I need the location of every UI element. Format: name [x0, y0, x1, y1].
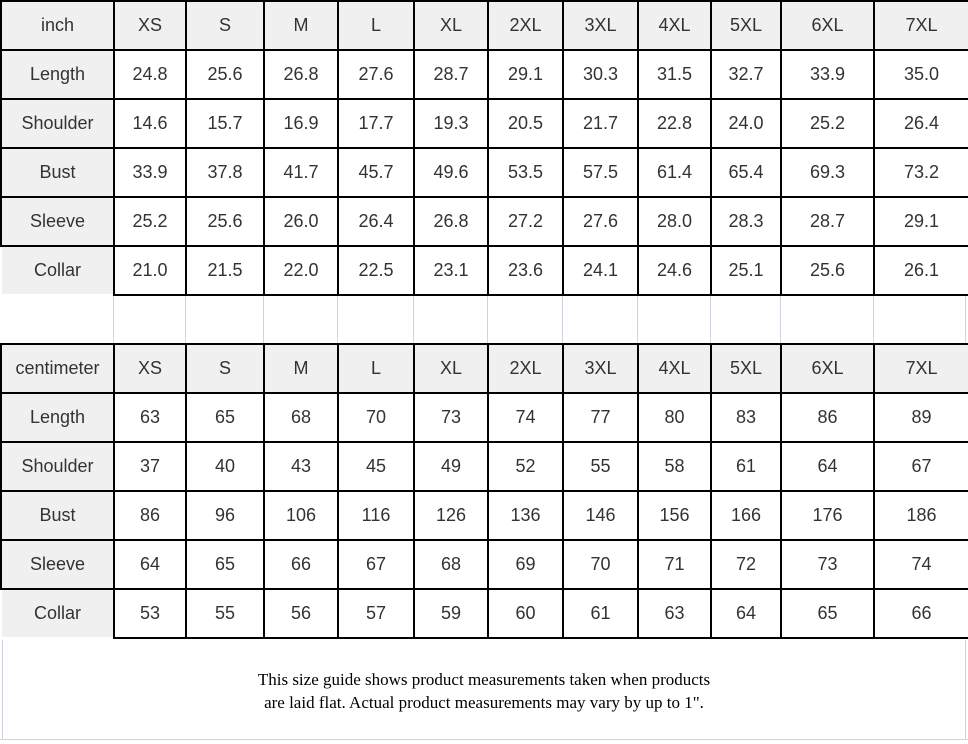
inch-length-xl: 28.7	[414, 50, 488, 99]
inch-bust-l: 45.7	[338, 148, 414, 197]
centimeter-bust-2xl: 136	[488, 491, 563, 540]
centimeter-collar-s: 55	[186, 589, 264, 638]
centimeter-shoulder-m: 43	[264, 442, 338, 491]
inch-bust-5xl: 65.4	[711, 148, 781, 197]
inch-size-header-5xl: 5XL	[711, 1, 781, 50]
centimeter-size-header-xl: XL	[414, 344, 488, 393]
inch-bust-s: 37.8	[186, 148, 264, 197]
inch-length-s: 25.6	[186, 50, 264, 99]
centimeter-sleeve-l: 67	[338, 540, 414, 589]
inch-collar-l: 22.5	[338, 246, 414, 295]
inch-size-header-l: L	[338, 1, 414, 50]
centimeter-unit-label: centimeter	[1, 344, 114, 393]
centimeter-length-2xl: 74	[488, 393, 563, 442]
inch-bust-xl: 49.6	[414, 148, 488, 197]
centimeter-sleeve-3xl: 70	[563, 540, 638, 589]
centimeter-size-header-7xl: 7XL	[874, 344, 968, 393]
inch-bust-2xl: 53.5	[488, 148, 563, 197]
centimeter-sleeve-xs: 64	[114, 540, 186, 589]
inch-shoulder-xl: 19.3	[414, 99, 488, 148]
centimeter-length-7xl: 89	[874, 393, 968, 442]
centimeter-shoulder-4xl: 58	[638, 442, 711, 491]
centimeter-bust-5xl: 166	[711, 491, 781, 540]
inch-collar-3xl: 24.1	[563, 246, 638, 295]
footer-note-line2: are laid flat. Actual product measurements may vary by up to 1".	[264, 693, 704, 712]
inch-length-5xl: 32.7	[711, 50, 781, 99]
centimeter-size-header-m: M	[264, 344, 338, 393]
centimeter-shoulder-5xl: 61	[711, 442, 781, 491]
centimeter-shoulder-s: 40	[186, 442, 264, 491]
centimeter-length-6xl: 86	[781, 393, 874, 442]
centimeter-sleeve-5xl: 72	[711, 540, 781, 589]
inch-length-2xl: 29.1	[488, 50, 563, 99]
centimeter-sleeve-m: 66	[264, 540, 338, 589]
inch-collar-5xl: 25.1	[711, 246, 781, 295]
inch-sleeve-5xl: 28.3	[711, 197, 781, 246]
inch-length-3xl: 30.3	[563, 50, 638, 99]
centimeter-collar-5xl: 64	[711, 589, 781, 638]
inch-size-header-2xl: 2XL	[488, 1, 563, 50]
centimeter-bust-xl: 126	[414, 491, 488, 540]
spreadsheet-gridline	[965, 296, 966, 343]
centimeter-sleeve-6xl: 73	[781, 540, 874, 589]
centimeter-row-length	[1, 393, 968, 442]
centimeter-sleeve-xl: 68	[414, 540, 488, 589]
centimeter-length-s: 65	[186, 393, 264, 442]
centimeter-collar-xl: 59	[414, 589, 488, 638]
inch-sleeve-m: 26.0	[264, 197, 338, 246]
centimeter-row-label-bust: Bust	[1, 491, 114, 540]
inch-sleeve-xs: 25.2	[114, 197, 186, 246]
inch-sleeve-xl: 26.8	[414, 197, 488, 246]
inch-shoulder-4xl: 22.8	[638, 99, 711, 148]
inch-bust-3xl: 57.5	[563, 148, 638, 197]
footer-note-line1: This size guide shows product measurements taken when products	[257, 670, 711, 689]
centimeter-length-xl: 73	[414, 393, 488, 442]
inch-sleeve-7xl: 29.1	[874, 197, 968, 246]
centimeter-shoulder-2xl: 52	[488, 442, 563, 491]
inch-size-header-6xl: 6XL	[781, 1, 874, 50]
spreadsheet-gridline	[185, 296, 186, 343]
inch-collar-6xl: 25.6	[781, 246, 874, 295]
centimeter-collar-m: 56	[264, 589, 338, 638]
centimeter-size-header-4xl: 4XL	[638, 344, 711, 393]
inch-bust-xs: 33.9	[114, 148, 186, 197]
inch-sleeve-l: 26.4	[338, 197, 414, 246]
centimeter-shoulder-l: 45	[338, 442, 414, 491]
centimeter-bust-4xl: 156	[638, 491, 711, 540]
spreadsheet-gridline	[637, 296, 638, 343]
inch-row-collar	[1, 246, 968, 295]
inch-shoulder-s: 15.7	[186, 99, 264, 148]
centimeter-sleeve-4xl: 71	[638, 540, 711, 589]
inch-sleeve-s: 25.6	[186, 197, 264, 246]
inch-length-6xl: 33.9	[781, 50, 874, 99]
inch-sleeve-3xl: 27.6	[563, 197, 638, 246]
spreadsheet-gridline-bottom	[0, 739, 968, 740]
centimeter-size-header-l: L	[338, 344, 414, 393]
inch-collar-xs: 21.0	[114, 246, 186, 295]
inch-row-label-sleeve: Sleeve	[1, 197, 114, 246]
centimeter-size-header-6xl: 6XL	[781, 344, 874, 393]
inch-length-7xl: 35.0	[874, 50, 968, 99]
inch-shoulder-5xl: 24.0	[711, 99, 781, 148]
centimeter-length-3xl: 77	[563, 393, 638, 442]
centimeter-shoulder-7xl: 67	[874, 442, 968, 491]
centimeter-shoulder-6xl: 64	[781, 442, 874, 491]
inch-length-m: 26.8	[264, 50, 338, 99]
inch-shoulder-6xl: 25.2	[781, 99, 874, 148]
centimeter-row-label-shoulder: Shoulder	[1, 442, 114, 491]
spreadsheet-gridline	[562, 296, 563, 343]
centimeter-sleeve-2xl: 69	[488, 540, 563, 589]
table-gap-row	[0, 296, 968, 343]
inch-collar-xl: 23.1	[414, 246, 488, 295]
inch-collar-7xl: 26.1	[874, 246, 968, 295]
inch-shoulder-xs: 14.6	[114, 99, 186, 148]
inch-size-table	[0, 0, 968, 296]
inch-collar-s: 21.5	[186, 246, 264, 295]
inch-shoulder-2xl: 20.5	[488, 99, 563, 148]
inch-row-label-collar: Collar	[1, 246, 114, 295]
centimeter-size-header-5xl: 5XL	[711, 344, 781, 393]
inch-row-shoulder	[1, 99, 968, 148]
inch-size-header-4xl: 4XL	[638, 1, 711, 50]
inch-row-length	[1, 50, 968, 99]
centimeter-bust-6xl: 176	[781, 491, 874, 540]
centimeter-row-shoulder	[1, 442, 968, 491]
centimeter-bust-xs: 86	[114, 491, 186, 540]
centimeter-collar-3xl: 61	[563, 589, 638, 638]
centimeter-collar-7xl: 66	[874, 589, 968, 638]
inch-size-header-xs: XS	[114, 1, 186, 50]
centimeter-collar-4xl: 63	[638, 589, 711, 638]
inch-size-header-7xl: 7XL	[874, 1, 968, 50]
centimeter-bust-s: 96	[186, 491, 264, 540]
inch-shoulder-3xl: 21.7	[563, 99, 638, 148]
spreadsheet-gridline	[113, 296, 114, 343]
spreadsheet-gridline	[873, 296, 874, 343]
inch-length-4xl: 31.5	[638, 50, 711, 99]
centimeter-size-header-xs: XS	[114, 344, 186, 393]
centimeter-size-header-2xl: 2XL	[488, 344, 563, 393]
inch-bust-7xl: 73.2	[874, 148, 968, 197]
inch-header-row	[1, 1, 968, 50]
centimeter-row-sleeve	[1, 540, 968, 589]
inch-bust-m: 41.7	[264, 148, 338, 197]
inch-sleeve-2xl: 27.2	[488, 197, 563, 246]
centimeter-row-label-length: Length	[1, 393, 114, 442]
centimeter-row-bust	[1, 491, 968, 540]
centimeter-length-4xl: 80	[638, 393, 711, 442]
inch-bust-6xl: 69.3	[781, 148, 874, 197]
centimeter-shoulder-xs: 37	[114, 442, 186, 491]
inch-length-l: 27.6	[338, 50, 414, 99]
centimeter-length-m: 68	[264, 393, 338, 442]
centimeter-row-label-collar: Collar	[1, 589, 114, 638]
inch-shoulder-l: 17.7	[338, 99, 414, 148]
inch-size-header-3xl: 3XL	[563, 1, 638, 50]
inch-bust-4xl: 61.4	[638, 148, 711, 197]
spreadsheet-gridline-left	[2, 640, 3, 739]
inch-size-header-s: S	[186, 1, 264, 50]
inch-shoulder-m: 16.9	[264, 99, 338, 148]
inch-collar-4xl: 24.6	[638, 246, 711, 295]
centimeter-collar-l: 57	[338, 589, 414, 638]
centimeter-sleeve-7xl: 74	[874, 540, 968, 589]
inch-size-header-xl: XL	[414, 1, 488, 50]
spreadsheet-gridline	[710, 296, 711, 343]
centimeter-bust-7xl: 186	[874, 491, 968, 540]
spreadsheet-gridline-right	[965, 640, 966, 739]
inch-sleeve-4xl: 28.0	[638, 197, 711, 246]
centimeter-collar-2xl: 60	[488, 589, 563, 638]
centimeter-size-header-s: S	[186, 344, 264, 393]
inch-row-label-length: Length	[1, 50, 114, 99]
inch-row-bust	[1, 148, 968, 197]
centimeter-bust-m: 106	[264, 491, 338, 540]
centimeter-length-xs: 63	[114, 393, 186, 442]
inch-row-label-bust: Bust	[1, 148, 114, 197]
centimeter-size-header-3xl: 3XL	[563, 344, 638, 393]
spreadsheet-gridline	[337, 296, 338, 343]
centimeter-collar-6xl: 65	[781, 589, 874, 638]
centimeter-length-5xl: 83	[711, 393, 781, 442]
centimeter-shoulder-xl: 49	[414, 442, 488, 491]
centimeter-sleeve-s: 65	[186, 540, 264, 589]
centimeter-bust-l: 116	[338, 491, 414, 540]
inch-sleeve-6xl: 28.7	[781, 197, 874, 246]
inch-length-xs: 24.8	[114, 50, 186, 99]
spreadsheet-gridline	[263, 296, 264, 343]
inch-collar-2xl: 23.6	[488, 246, 563, 295]
centimeter-bust-3xl: 146	[563, 491, 638, 540]
centimeter-collar-xs: 53	[114, 589, 186, 638]
inch-size-header-m: M	[264, 1, 338, 50]
centimeter-row-label-sleeve: Sleeve	[1, 540, 114, 589]
centimeter-row-collar	[1, 589, 968, 638]
footer-note	[0, 668, 968, 714]
centimeter-header-row	[1, 344, 968, 393]
spreadsheet-gridline	[413, 296, 414, 343]
centimeter-size-table	[0, 343, 968, 639]
spreadsheet-gridline	[487, 296, 488, 343]
centimeter-shoulder-3xl: 55	[563, 442, 638, 491]
inch-shoulder-7xl: 26.4	[874, 99, 968, 148]
spreadsheet-gridline	[780, 296, 781, 343]
centimeter-length-l: 70	[338, 393, 414, 442]
inch-collar-m: 22.0	[264, 246, 338, 295]
inch-row-sleeve	[1, 197, 968, 246]
inch-unit-label: inch	[1, 1, 114, 50]
inch-row-label-shoulder: Shoulder	[1, 99, 114, 148]
